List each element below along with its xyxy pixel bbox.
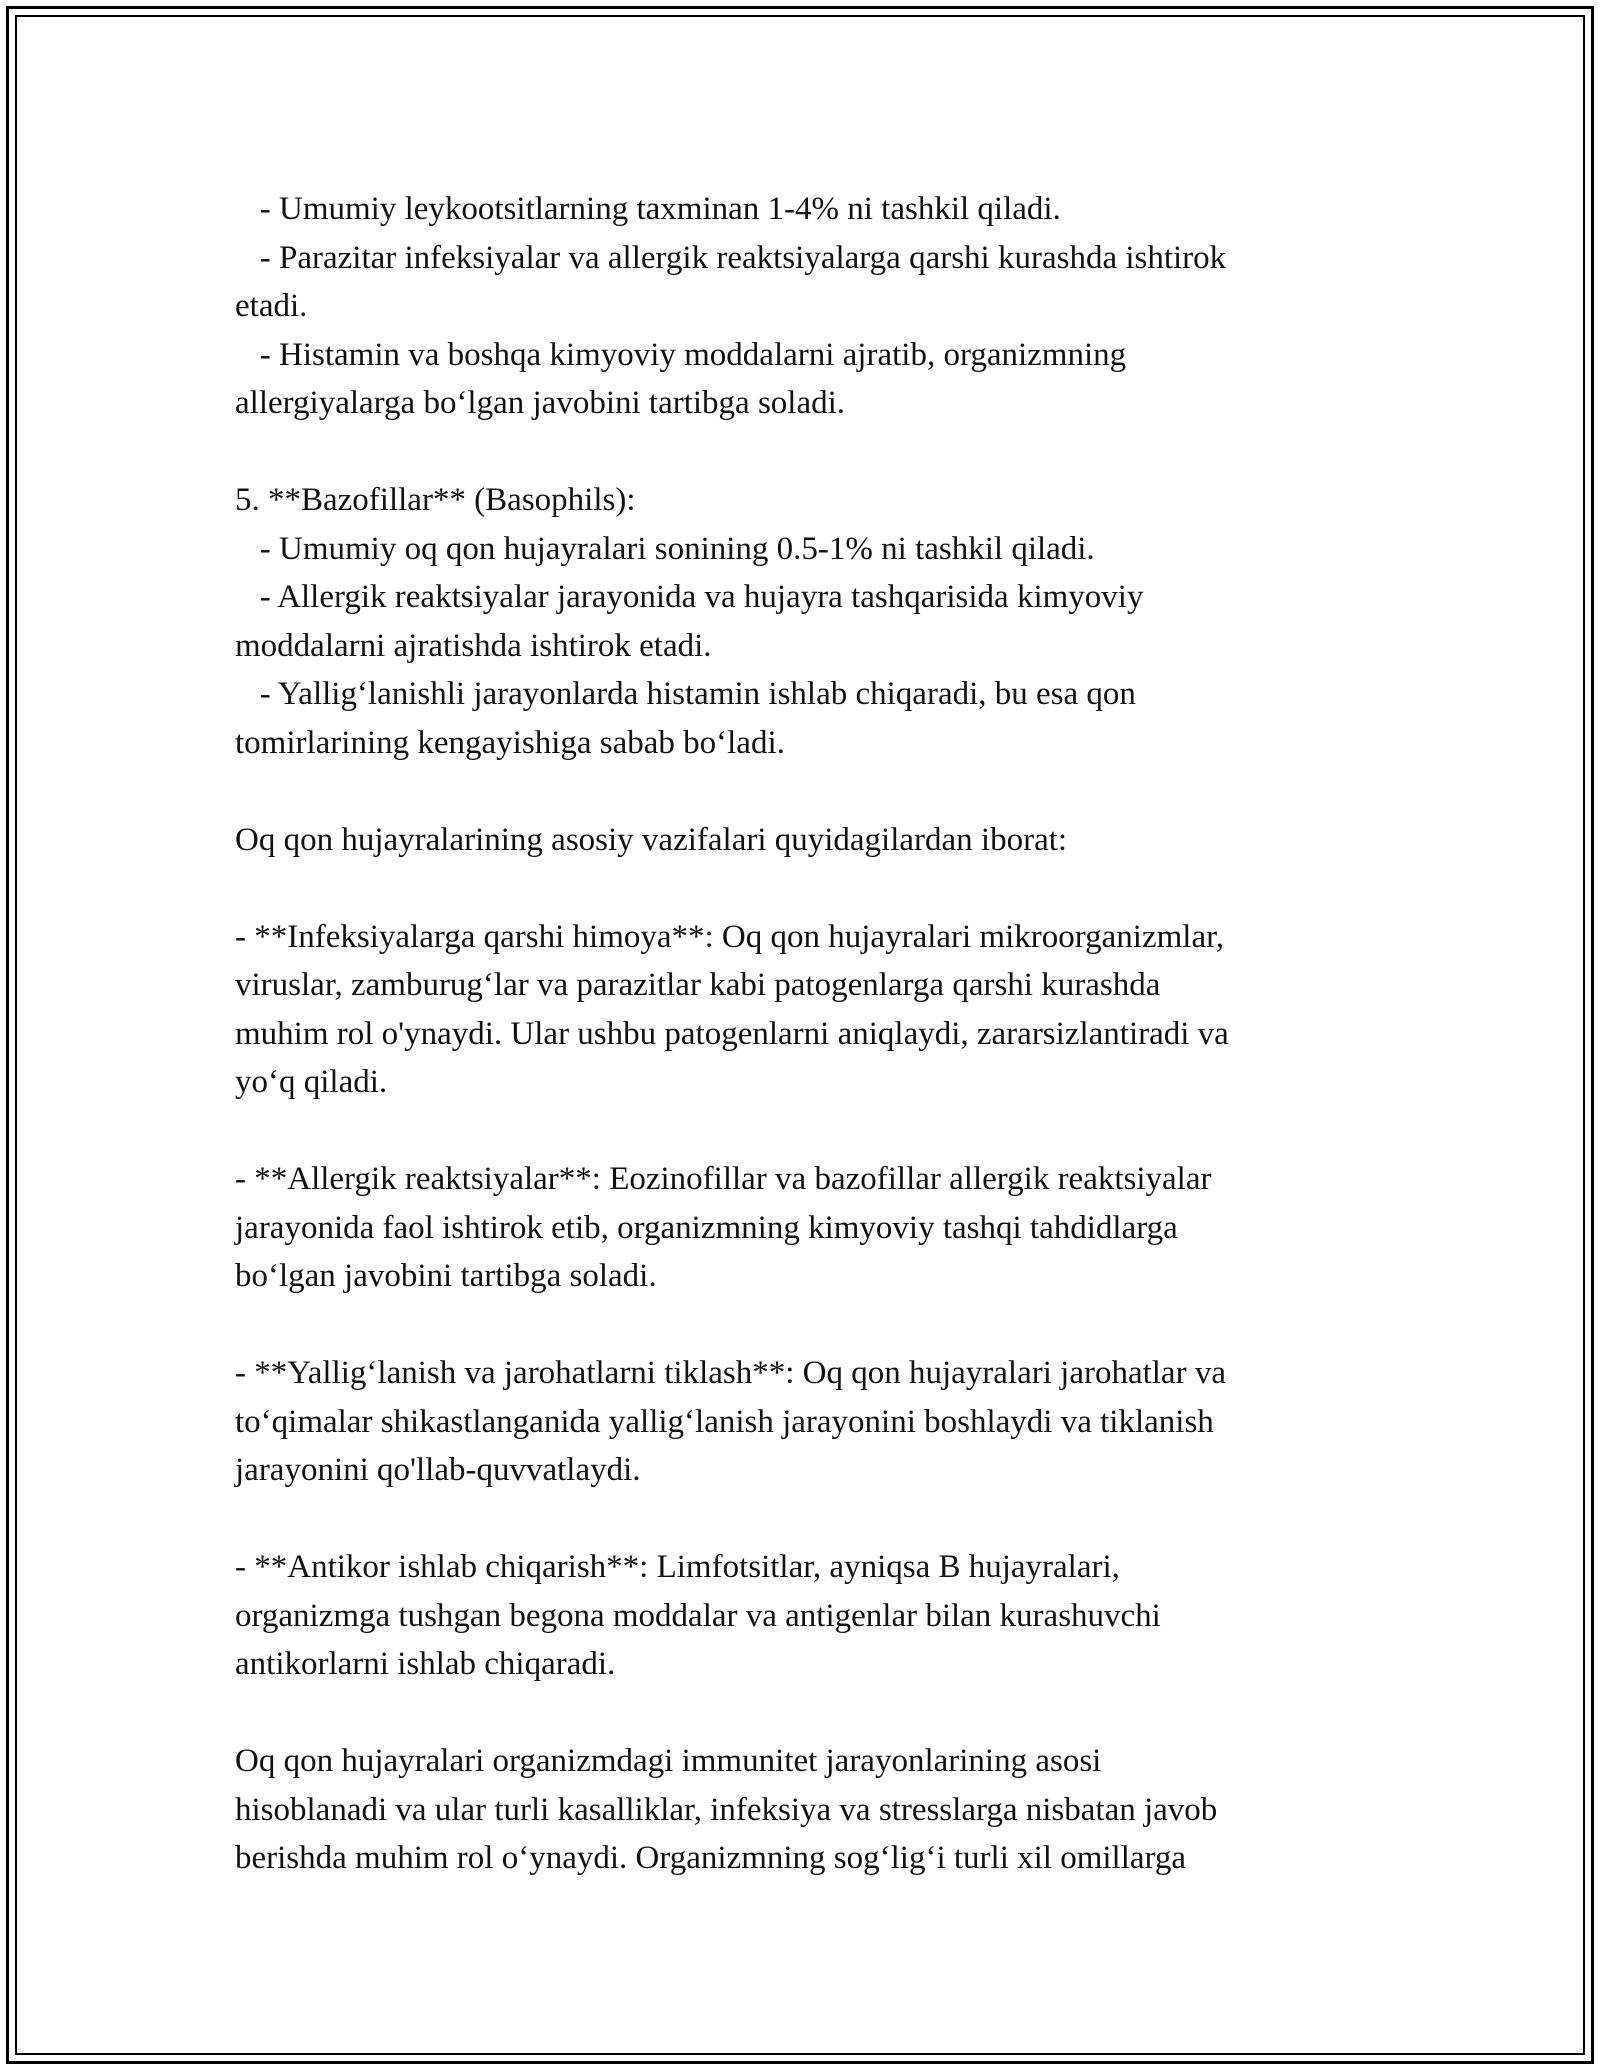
- paragraph-gap: [235, 1301, 1360, 1350]
- text-line: antikorlarni ishlab chiqaradi.: [235, 1646, 616, 1682]
- document-body: [235, 185, 1360, 1883]
- text-line: yo‘q qiladi.: [235, 1064, 388, 1100]
- paragraph-gap: [235, 428, 1360, 477]
- paragraph-gap: [235, 1495, 1360, 1544]
- paragraph: [235, 913, 1360, 1107]
- text-line: - Allergik reaktsiyalar jarayonida va hujayra tashqarisida kimyoviy: [235, 579, 1144, 615]
- text-line: jarayonida faol ishtirok etib, organizmning kimyoviy tashqi tahdidlarga: [235, 1209, 1178, 1246]
- text-line: - Umumiy oq qon hujayralari sonining 0.5-1% ni tashkil qiladi.: [235, 530, 1095, 567]
- text-line: hisoblanadi va ular turli kasalliklar, infeksiya va stresslarga nisbatan javob: [235, 1791, 1218, 1828]
- text-line: - Parazitar infeksiyalar va allergik reaktsiyalarga qarshi kurashda ishtirok: [235, 239, 1227, 276]
- text-line: allergiyalarga bo‘lgan javobini tartibga soladi.: [235, 385, 846, 421]
- text-line: - **Infeksiyalarga qarshi himoya**: Oq qon hujayralari mikroorganizmlar,: [235, 918, 1225, 955]
- text-line: 5. **Bazofillar** (Basophils):: [235, 482, 636, 518]
- paragraph: [235, 476, 1360, 767]
- text-line: - Yallig‘lanishli jarayonlarda histamin ishlab chiqaradi, bu esa qon: [235, 676, 1136, 712]
- text-line: etadi.: [235, 288, 308, 324]
- paragraph: [235, 1155, 1360, 1301]
- text-line: muhim rol o'ynaydi. Ular ushbu patogenlarni aniqlaydi, zararsizlantiradi va: [235, 1015, 1229, 1052]
- text-line: to‘qimalar shikastlanganida yallig‘lanish jarayonini boshlaydi va tiklanish: [235, 1403, 1214, 1440]
- text-line: viruslar, zamburug‘lar va parazitlar kabi patogenlarga qarshi kurashda: [235, 967, 1161, 1003]
- text-line: - **Yallig‘lanish va jarohatlarni tiklash**: Oq qon hujayralari jarohatlar va: [235, 1355, 1226, 1391]
- text-line: organizmga tushgan begona moddalar va antigenlar bilan kurashuvchi: [235, 1597, 1161, 1634]
- text-line: moddalarni ajratishda ishtirok etadi.: [235, 627, 712, 664]
- paragraph: [235, 185, 1360, 428]
- paragraph-gap: [235, 1689, 1360, 1738]
- text-line: Oq qon hujayralari organizmdagi immunitet jarayonlarining asosi: [235, 1743, 1102, 1779]
- text-line: - Umumiy leykootsitlarning taxminan 1-4% ni tashkil qiladi.: [235, 191, 1061, 227]
- text-line: berishda muhim rol o‘ynaydi. Organizmning sog‘lig‘i turli xil omillarga: [235, 1840, 1187, 1876]
- paragraph: [235, 1543, 1360, 1689]
- paragraph: [235, 1349, 1360, 1495]
- text-line: tomirlarining kengayishiga sabab bo‘ladi.: [235, 724, 785, 761]
- paragraph-gap: [235, 767, 1360, 816]
- text-line: - **Antikor ishlab chiqarish**: Limfotsitlar, ayniqsa B hujayralari,: [235, 1549, 1120, 1585]
- text-line: - **Allergik reaktsiyalar**: Eozinofillar va bazofillar allergik reaktsiyalar: [235, 1161, 1212, 1197]
- text-line: bo‘lgan javobini tartibga soladi.: [235, 1258, 657, 1294]
- paragraph: [235, 816, 1360, 865]
- text-line: Oq qon hujayralarining asosiy vazifalari quyidagilardan iborat:: [235, 821, 1068, 858]
- paragraph: [235, 1737, 1360, 1883]
- paragraph-gap: [235, 1107, 1360, 1156]
- text-line: jarayonini qo'llab-quvvatlaydi.: [235, 1452, 641, 1488]
- paragraph-gap: [235, 864, 1360, 913]
- text-line: - Histamin va boshqa kimyoviy moddalarni ajratib, organizmning: [235, 336, 1127, 373]
